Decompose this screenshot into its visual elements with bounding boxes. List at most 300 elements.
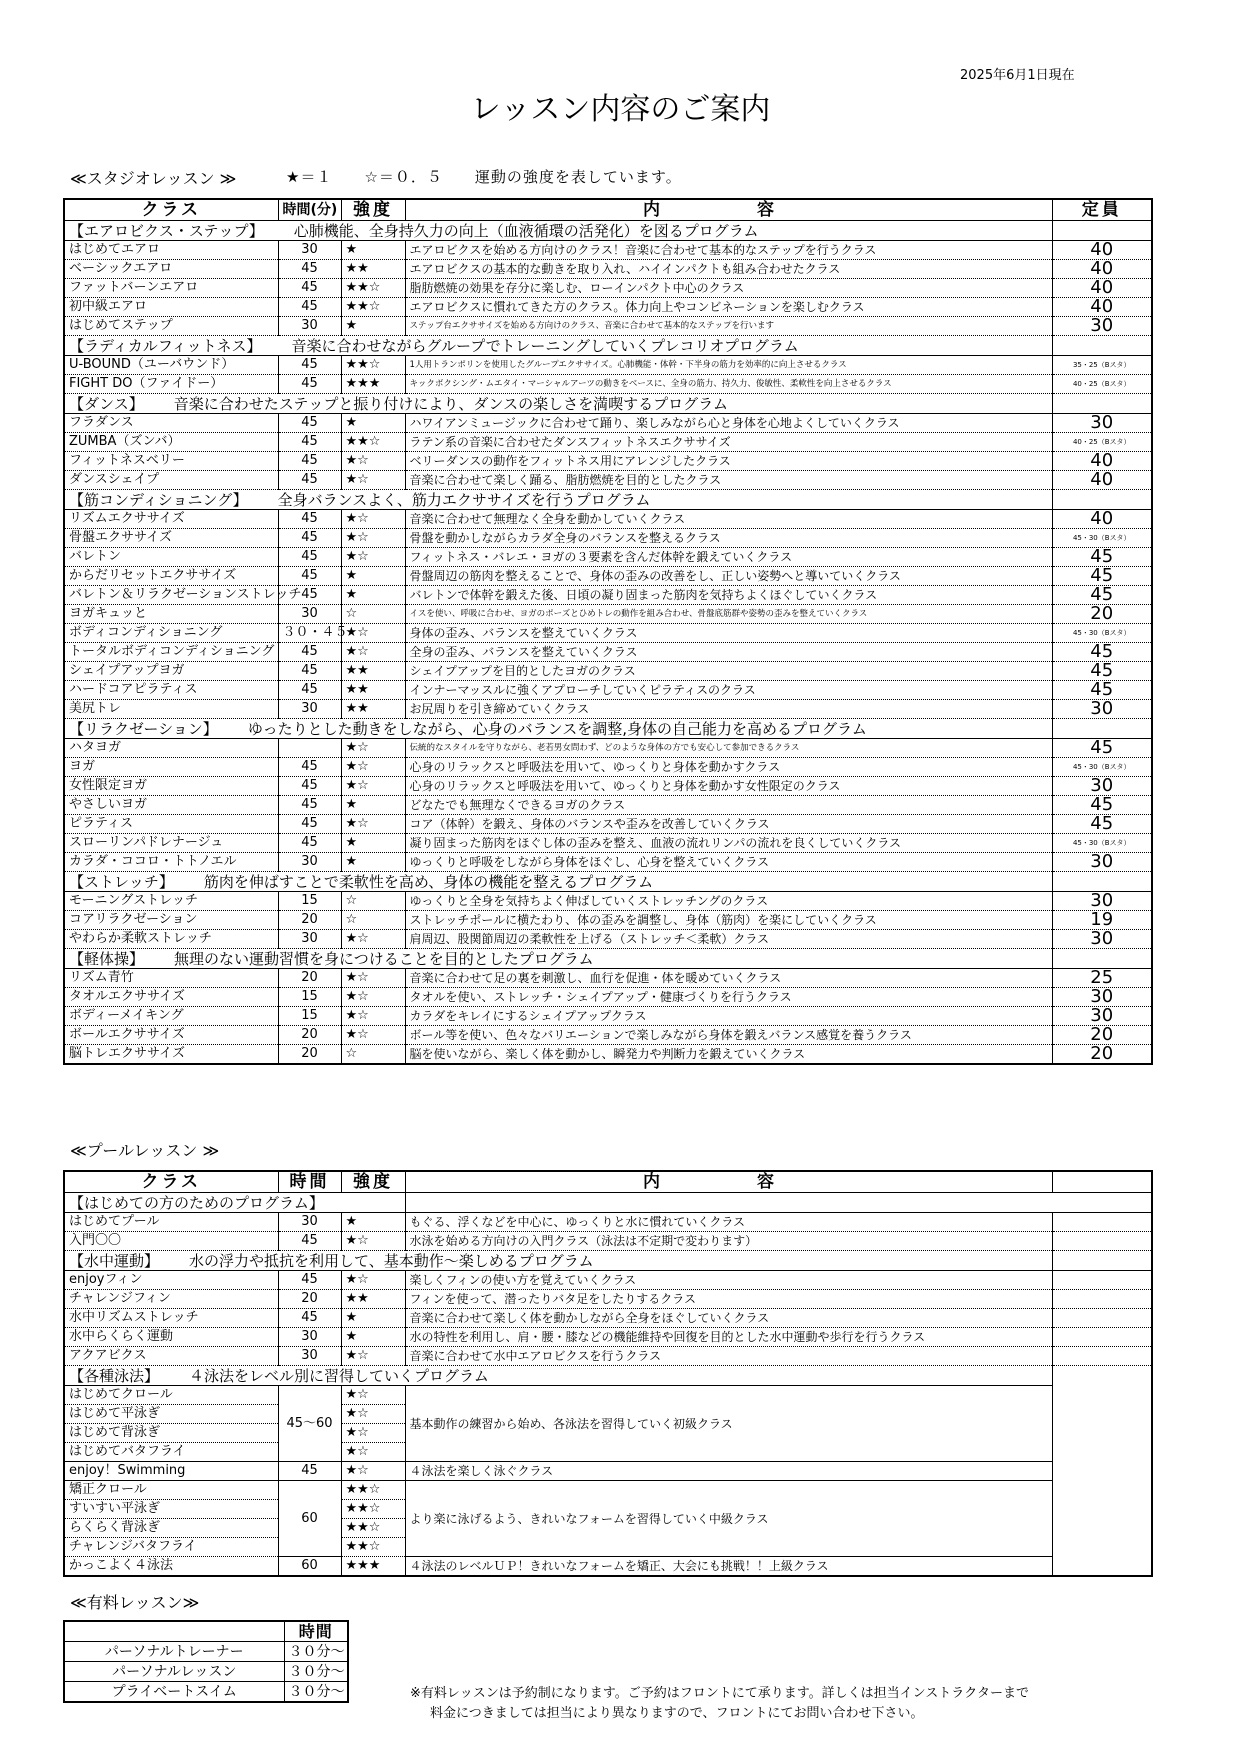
table-row	[64, 1232, 1152, 1251]
class-content: 伝統的なスタイルを守りながら、老若男女問わず、どのような身体の方でも安心して参加できるクラス	[405, 739, 1052, 758]
class-time: 30	[278, 700, 341, 719]
class-content: ４泳法のレベルＵＰ！きれいなフォームを矯正、大会にも挑戦！！上級クラス	[405, 1557, 1052, 1577]
class-content: 肩周辺、股関節周辺の柔軟性を上げる（ストレッチ＜柔軟）クラス	[405, 930, 1052, 949]
class-content: 脳を使いながら、楽しく体を動かし、瞬発力や判断力を鍛えていくクラス	[405, 1045, 1052, 1065]
class-time: 45	[278, 414, 341, 433]
class-time: 30	[278, 1328, 341, 1347]
header-time: 時間(分)	[278, 199, 341, 221]
class-intensity: ★★☆	[341, 279, 405, 298]
class-content: より楽に泳げるよう、きれいなフォームを習得していく中級クラス	[405, 1481, 1052, 1557]
table-row	[64, 433, 1152, 452]
class-content: 水の特性を利用し、肩・腰・膝などの機能維持や回復を目的とした水中運動や歩行を行うクラス	[405, 1328, 1052, 1347]
category-name: 【リラクゼーション】	[69, 719, 218, 738]
table-row	[64, 1290, 1152, 1309]
class-time: ３０分～	[284, 1662, 348, 1682]
class-time: 20	[278, 969, 341, 988]
class-content: 脂肪燃焼の効果を存分に楽しむ、ローインパクト中心のクラス	[405, 279, 1052, 298]
class-content: ボール等を使い、色々なバリエーションで楽しみながら身体を鍛えバランス感覚を養うクラス	[405, 1026, 1052, 1045]
class-content: 楽しくフィンの使い方を覚えていくクラス	[405, 1271, 1052, 1290]
class-intensity: ★	[341, 241, 405, 260]
class-intensity: ★★☆	[341, 1481, 405, 1500]
class-content: 骨盤周辺の筋肉を整えることで、身体の歪みの改善をし、正しい姿勢へと導いていくクラス	[405, 567, 1052, 586]
class-content: ゆっくりと全身を気持ちよく伸ばしていくストレッチングのクラス	[405, 892, 1052, 911]
class-name: チャレンジバタフライ	[64, 1538, 278, 1557]
class-name: シェイプアップヨガ	[64, 662, 278, 681]
class-intensity: ★	[341, 1213, 405, 1232]
class-content: ベリーダンスの動作をフィットネス用にアレンジしたクラス	[405, 452, 1052, 471]
class-content: ゆっくりと呼吸をしながら身体をほぐし、心身を整えていくクラス	[405, 853, 1052, 872]
class-intensity: ★☆	[341, 1405, 405, 1424]
class-time: 30	[278, 241, 341, 260]
class-intensity: ★☆	[341, 1443, 405, 1462]
table-row	[64, 279, 1152, 298]
class-intensity: ★☆	[341, 1347, 405, 1366]
table-row	[64, 1309, 1152, 1328]
class-name: 水中リズムストレッチ	[64, 1309, 278, 1328]
table-row	[64, 1642, 348, 1662]
class-intensity: ★	[341, 853, 405, 872]
class-capacity: 30	[1052, 988, 1152, 1007]
class-content: 凝り固まった筋肉をほぐし体の歪みを整え、血液の流れリンパの流れを良くしていくクラス	[405, 834, 1052, 853]
class-capacity: 30	[1052, 930, 1152, 949]
class-name: はじめてプール	[64, 1213, 278, 1232]
blank-cell	[1052, 1366, 1152, 1577]
class-time: 45	[278, 529, 341, 548]
blank-cell	[1052, 949, 1152, 969]
class-time: 45	[278, 777, 341, 796]
table-row	[64, 988, 1152, 1007]
table-row	[64, 815, 1152, 834]
class-capacity: 30	[1052, 853, 1152, 872]
class-capacity: 45・30（Bスタ）	[1052, 834, 1152, 853]
class-time: 60	[278, 1557, 341, 1577]
class-capacity: 40・25（Bスタ）	[1052, 433, 1152, 452]
blank-cell	[1052, 1251, 1152, 1271]
class-intensity: ★★☆	[341, 356, 405, 375]
class-name: U-BOUND（ユーバウンド）	[64, 356, 278, 375]
class-content: バレトンで体幹を鍛えた後、日頃の凝り固まった筋肉を気持ちよくほぐしていくクラス	[405, 586, 1052, 605]
class-name: すいすい平泳ぎ	[64, 1500, 278, 1519]
class-intensity: ★★☆	[341, 298, 405, 317]
class-capacity: 40	[1052, 260, 1152, 279]
class-name: やさしいヨガ	[64, 796, 278, 815]
class-capacity: 20	[1052, 1026, 1152, 1045]
class-capacity: 20	[1052, 1045, 1152, 1065]
class-intensity: ★☆	[341, 1424, 405, 1443]
blank-cell	[1052, 221, 1152, 241]
table-row	[64, 1213, 1152, 1232]
class-name: リズムエクササイズ	[64, 510, 278, 529]
class-time: 45	[278, 834, 341, 853]
class-name: はじめてステップ	[64, 317, 278, 336]
class-name: リズム青竹	[64, 969, 278, 988]
class-intensity: ★☆	[341, 1007, 405, 1026]
class-capacity: 45・30（Bスタ）	[1052, 529, 1152, 548]
blank-cell	[1052, 1347, 1152, 1366]
category-name: 【各種泳法】	[69, 1366, 160, 1385]
pool-cat-strokes	[64, 1366, 1052, 1386]
paid-header-time: 時間	[284, 1621, 348, 1642]
category-desc: 水の浮力や抵抗を利用して、基本動作～楽しめるプログラム	[189, 1251, 594, 1270]
table-row	[64, 605, 1152, 624]
class-name: フラダンス	[64, 414, 278, 433]
class-intensity: ★☆	[341, 1462, 405, 1481]
class-time: 45	[278, 662, 341, 681]
class-time: 45	[278, 758, 341, 777]
class-name: スローリンパドレナージュ	[64, 834, 278, 853]
class-content: エアロビクスの基本的な動きを取り入れ、ハイインパクトも組み合わせたクラス	[405, 260, 1052, 279]
category-row	[64, 336, 1052, 356]
class-intensity: ★☆	[341, 1271, 405, 1290]
class-content: 音楽に合わせて水中エアロビクスを行うクラス	[405, 1347, 1052, 1366]
class-time: ３０分～	[284, 1682, 348, 1703]
class-intensity: ★☆	[341, 624, 405, 643]
table-row	[64, 853, 1152, 872]
class-name: enjoy！Swimming	[64, 1462, 278, 1481]
class-content: エアロビクスに慣れてきた方のクラス。体力向上やコンビネーションを楽しむクラス	[405, 298, 1052, 317]
class-time: 45	[278, 586, 341, 605]
class-content: シェイプアップを目的としたヨガのクラス	[405, 662, 1052, 681]
class-name: 骨盤エクササイズ	[64, 529, 278, 548]
class-name: かっこよく４泳法	[64, 1557, 278, 1577]
pool-header-class: クラス	[64, 1171, 278, 1193]
class-capacity: 45	[1052, 567, 1152, 586]
pool-header-intensity: 強度	[341, 1171, 405, 1193]
category-row	[64, 949, 1052, 969]
blank-cell	[1052, 719, 1152, 739]
table-row	[64, 796, 1152, 815]
class-capacity: 40・25（Bスタ）	[1052, 375, 1152, 394]
class-content: ラテン系の音楽に合わせたダンスフィットネスエクササイズ	[405, 433, 1052, 452]
class-time: 20	[278, 1026, 341, 1045]
class-intensity: ★★	[341, 1290, 405, 1309]
category-row	[64, 490, 1052, 510]
blank-cell	[1052, 872, 1152, 892]
class-time: 45	[278, 681, 341, 700]
class-content: どなたでも無理なくできるヨガのクラス	[405, 796, 1052, 815]
class-time: 30	[278, 853, 341, 872]
class-capacity: 35・25（Bスタ）	[1052, 356, 1152, 375]
class-name: 女性限定ヨガ	[64, 777, 278, 796]
class-content: イスを使い、呼吸に合わせ、ヨガのポーズとひめトレの動作を組み合わせ、骨盤底筋群や姿勢の歪みを整えていくクラス	[405, 605, 1052, 624]
class-content: ハワイアンミュージックに合わせて踊り、楽しみながら心と身体を心地よくしていくクラス	[405, 414, 1052, 433]
class-intensity: ★★	[341, 700, 405, 719]
class-content: インナーマッスルに強くアプローチしていくピラティスのクラス	[405, 681, 1052, 700]
class-intensity: ★☆	[341, 815, 405, 834]
class-name: ハタヨガ	[64, 739, 278, 758]
class-time: 45～60	[278, 1386, 341, 1462]
pool-cat-beginner-blank	[405, 1193, 1152, 1213]
class-intensity: ☆	[341, 911, 405, 930]
category-desc: 音楽に合わせたステップと振り付けにより、ダンスの楽しさを満喫するプログラム	[173, 394, 728, 413]
class-time: ３０・４５	[278, 624, 341, 643]
class-name: はじめてクロール	[64, 1386, 278, 1405]
class-name: 美尻トレ	[64, 700, 278, 719]
header-class: クラス	[64, 199, 278, 221]
class-content: コア（体幹）を鍛え、身体のバランスや歪みを改善していくクラス	[405, 815, 1052, 834]
class-name: らくらく背泳ぎ	[64, 1519, 278, 1538]
class-intensity: ★☆	[341, 548, 405, 567]
blank-cell	[1052, 1232, 1152, 1251]
category-name: 【エアロビクス・ステップ】	[69, 221, 264, 240]
category-desc: ゆったりとした動きをしながら、心身のバランスを調整,身体の自己能力を高めるプログラム	[247, 719, 867, 738]
class-name: ヨガ	[64, 758, 278, 777]
class-capacity: 40	[1052, 510, 1152, 529]
class-time: 20	[278, 1045, 341, 1065]
class-intensity: ★★☆	[341, 433, 405, 452]
table-row	[64, 892, 1152, 911]
class-time: 45	[278, 1462, 341, 1481]
class-content: 心身のリラックスと呼吸法を用いて、ゆっくりと身体を動かすクラス	[405, 758, 1052, 777]
class-name: チャレンジフィン	[64, 1290, 278, 1309]
category-desc: ４泳法をレベル別に習得していくプログラム	[189, 1366, 489, 1385]
table-row	[64, 414, 1152, 433]
class-time: 45	[278, 260, 341, 279]
class-capacity: 30	[1052, 414, 1152, 433]
class-capacity: 30	[1052, 892, 1152, 911]
category-row	[64, 719, 1052, 739]
class-name: はじめて平泳ぎ	[64, 1405, 278, 1424]
category-name: 【筋コンディショニング】	[69, 490, 248, 509]
class-intensity: ★	[341, 414, 405, 433]
table-row	[64, 317, 1152, 336]
table-row	[64, 1271, 1152, 1290]
class-name: 水中らくらく運動	[64, 1328, 278, 1347]
class-intensity: ★	[341, 567, 405, 586]
blank-cell	[1052, 1213, 1152, 1232]
class-time: 45	[278, 510, 341, 529]
class-time: 45	[278, 548, 341, 567]
table-row	[64, 1682, 348, 1703]
category-desc: 音楽に合わせながらグループでトレーニングしていくプレコリオプログラム	[291, 336, 799, 355]
class-capacity: 45	[1052, 643, 1152, 662]
table-row	[64, 681, 1152, 700]
table-row	[64, 375, 1152, 394]
class-intensity: ☆	[341, 605, 405, 624]
class-name: FIGHT DO（ファイドー）	[64, 375, 278, 394]
class-intensity: ☆	[341, 1045, 405, 1065]
class-intensity: ★	[341, 834, 405, 853]
class-intensity: ★☆	[341, 510, 405, 529]
class-intensity: ★☆	[341, 930, 405, 949]
class-intensity: ★	[341, 1328, 405, 1347]
class-time: 45	[278, 815, 341, 834]
class-content: ストレッチポールに横たわり、体の歪みを調整し、身体（筋肉）を楽にしていくクラス	[405, 911, 1052, 930]
class-name: パーソナルレッスン	[64, 1662, 284, 1682]
class-time: 45	[278, 1309, 341, 1328]
class-intensity: ☆	[341, 892, 405, 911]
class-name: ファットバーンエアロ	[64, 279, 278, 298]
category-desc: 心肺機能、全身持久力の向上（血液循環の活発化）を図るプログラム	[293, 221, 759, 240]
class-intensity: ★★	[341, 681, 405, 700]
table-row	[64, 1481, 1152, 1500]
class-time: 30	[278, 1347, 341, 1366]
class-intensity: ★☆	[341, 471, 405, 490]
class-content: ステップ台エクササイズを始める方向けのクラス、音楽に合わせて基本的なステップを行います	[405, 317, 1052, 336]
class-content: 基本動作の練習から始め、各泳法を習得していく初級クラス	[405, 1386, 1052, 1462]
category-name: 【水中運動】	[69, 1251, 160, 1270]
class-capacity: 30	[1052, 777, 1152, 796]
class-time: 30	[278, 317, 341, 336]
class-name: からだリセットエクササイズ	[64, 567, 278, 586]
class-name: バレトン	[64, 548, 278, 567]
class-time: 15	[278, 892, 341, 911]
class-intensity: ★★☆	[341, 1519, 405, 1538]
pool-cat-beginner: 【はじめての方のためのプログラム】	[64, 1193, 405, 1213]
class-time: 45	[278, 1271, 341, 1290]
class-name: アクアビクス	[64, 1347, 278, 1366]
class-name: 脳トレエクササイズ	[64, 1045, 278, 1065]
class-name: プライベートスイム	[64, 1682, 284, 1703]
table-row	[64, 241, 1152, 260]
category-name: 【ストレッチ】	[69, 872, 174, 891]
header-intensity: 強度	[341, 199, 405, 221]
blank-cell	[1052, 1290, 1152, 1309]
class-time: 30	[278, 930, 341, 949]
class-time: 45	[278, 452, 341, 471]
class-capacity: 25	[1052, 969, 1152, 988]
class-time: 45	[278, 279, 341, 298]
class-time	[278, 739, 341, 758]
class-name: ピラティス	[64, 815, 278, 834]
class-name: 矯正クロール	[64, 1481, 278, 1500]
class-time: 45	[278, 298, 341, 317]
page-title: レッスン内容のご案内	[470, 92, 771, 127]
class-capacity: 40	[1052, 298, 1152, 317]
class-content: エアロビクスを始める方向けのクラス！音楽に合わせて基本的なステップを行うクラス	[405, 241, 1052, 260]
class-time: 15	[278, 988, 341, 1007]
class-content: もぐる、浮くなどを中心に、ゆっくりと水に慣れていくクラス	[405, 1213, 1052, 1232]
table-row	[64, 662, 1152, 681]
table-row	[64, 911, 1152, 930]
class-intensity: ★★☆	[341, 1538, 405, 1557]
class-time: ３０分～	[284, 1642, 348, 1662]
class-intensity: ★☆	[341, 1386, 405, 1405]
paid-note	[410, 1684, 1029, 1724]
class-time: 15	[278, 1007, 341, 1026]
class-intensity: ★☆	[341, 969, 405, 988]
class-content: フィットネス・バレエ・ヨガの３要素を含んだ体幹を鍛えていくクラス	[405, 548, 1052, 567]
class-capacity: 30	[1052, 1007, 1152, 1026]
class-intensity: ★	[341, 586, 405, 605]
class-time: 45	[278, 433, 341, 452]
category-name: 【ダンス】	[69, 394, 144, 413]
class-name: はじめてバタフライ	[64, 1443, 278, 1462]
class-content: カラダをキレイにするシェイプアップクラス	[405, 1007, 1052, 1026]
class-intensity: ★	[341, 796, 405, 815]
class-name: フィットネスベリー	[64, 452, 278, 471]
class-content: 1人用トランポリンを使用したグループエクササイズ。心肺機能・体幹・下半身の筋力を効率的に向上させるクラス	[405, 356, 1052, 375]
class-capacity: 40	[1052, 471, 1152, 490]
table-row	[64, 356, 1152, 375]
class-name: ボディーメイキング	[64, 1007, 278, 1026]
class-name: タオルエクササイズ	[64, 988, 278, 1007]
class-time: 60	[278, 1481, 341, 1557]
studio-table	[63, 198, 1153, 1065]
table-row	[64, 1007, 1152, 1026]
class-capacity: 19	[1052, 911, 1152, 930]
class-capacity: 30	[1052, 700, 1152, 719]
category-name: 【ラディカルフィットネス】	[69, 336, 262, 355]
class-content: 身体の歪み、バランスを整えていくクラス	[405, 624, 1052, 643]
table-row	[64, 758, 1152, 777]
table-row	[64, 930, 1152, 949]
blank-cell	[1052, 336, 1152, 356]
table-row	[64, 624, 1152, 643]
table-row	[64, 969, 1152, 988]
table-row	[64, 586, 1152, 605]
class-time: 20	[278, 911, 341, 930]
table-row	[64, 700, 1152, 719]
class-name: ベーシックエアロ	[64, 260, 278, 279]
table-row	[64, 1026, 1152, 1045]
category-name: 【軽体操】	[69, 949, 145, 968]
blank-cell	[1052, 394, 1152, 414]
table-row	[64, 1462, 1152, 1481]
class-intensity: ★☆	[341, 1232, 405, 1251]
table-row	[64, 1347, 1152, 1366]
class-capacity: 45・30（Bスタ）	[1052, 758, 1152, 777]
class-time: 45	[278, 567, 341, 586]
table-row	[64, 452, 1152, 471]
class-intensity: ★★★	[341, 375, 405, 394]
blank-cell	[1052, 1309, 1152, 1328]
class-capacity: 45	[1052, 681, 1152, 700]
class-time: 45	[278, 471, 341, 490]
class-content: キックボクシング・ムエタイ・マーシャルアーツの動きをベースに、全身の筋力、持久力、俊敏性、柔軟性を向上させるクラス	[405, 375, 1052, 394]
class-intensity: ★☆	[341, 988, 405, 1007]
table-row	[64, 298, 1152, 317]
class-intensity: ★☆	[341, 739, 405, 758]
blank-cell	[1052, 490, 1152, 510]
class-time: 45	[278, 375, 341, 394]
header-content: 内 容	[405, 199, 1052, 221]
table-row	[64, 529, 1152, 548]
class-intensity: ★☆	[341, 777, 405, 796]
class-content: 音楽に合わせて楽しく踊る、脂肪燃焼を目的としたクラス	[405, 471, 1052, 490]
class-content: お尻周りを引き締めていくクラス	[405, 700, 1052, 719]
class-name: バレトン＆リラクゼーションストレッチ	[64, 586, 278, 605]
class-intensity: ★☆	[341, 643, 405, 662]
class-name: カラダ・ココロ・トトノエル	[64, 853, 278, 872]
class-capacity: 45・30（Bスタ）	[1052, 624, 1152, 643]
class-name: ヨガキュッと	[64, 605, 278, 624]
class-intensity: ★☆	[341, 529, 405, 548]
class-name: ZUMBA（ズンバ）	[64, 433, 278, 452]
class-capacity: 45	[1052, 815, 1152, 834]
class-name: ダンスシェイプ	[64, 471, 278, 490]
class-time: 20	[278, 1290, 341, 1309]
class-name: はじめて背泳ぎ	[64, 1424, 278, 1443]
class-capacity: 40	[1052, 241, 1152, 260]
class-content: 心身のリラックスと呼吸法を用いて、ゆっくりと身体を動かす女性限定のクラス	[405, 777, 1052, 796]
date-label: 2025年6月1日現在	[960, 68, 1075, 83]
blank-cell	[1052, 1271, 1152, 1290]
table-row	[64, 1328, 1152, 1347]
class-content: フィンを使って、潜ったりバタ足をしたりするクラス	[405, 1290, 1052, 1309]
category-row	[64, 872, 1052, 892]
category-row	[64, 221, 1052, 241]
class-content: 音楽に合わせて足の裏を刺激し、血行を促進・体を暖めていくクラス	[405, 969, 1052, 988]
table-row	[64, 1045, 1152, 1065]
paid-note-line2: 料金につきましては担当により異なりますので、フロントにてお問い合わせ下さい。	[430, 1706, 924, 1721]
class-intensity: ★☆	[341, 758, 405, 777]
class-content: 音楽に合わせて楽しく体を動かしながら全身をほぐしていくクラス	[405, 1309, 1052, 1328]
class-capacity: 45	[1052, 662, 1152, 681]
class-time: 45	[278, 356, 341, 375]
class-content: ４泳法を楽しく泳ぐクラス	[405, 1462, 1052, 1481]
category-desc: 全身バランスよく、筋力エクササイズを行うプログラム	[277, 490, 651, 509]
